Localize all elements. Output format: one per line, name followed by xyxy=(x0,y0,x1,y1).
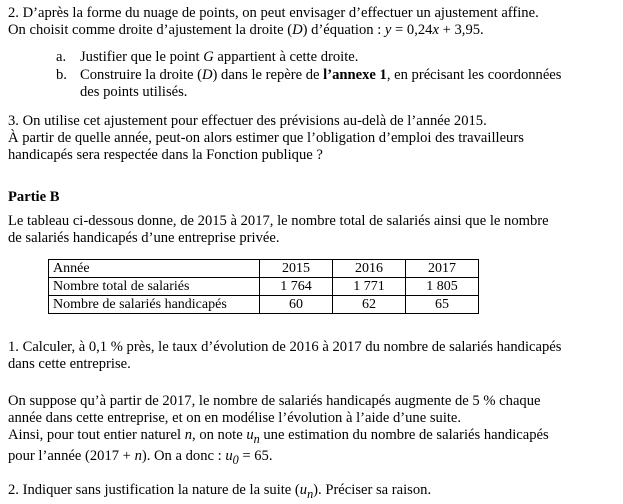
table-cell: 1 764 xyxy=(260,278,333,296)
q3-line-1: 3. On utilise cet ajustement pour effectuer des prévisions au-delà de l’année 2015. xyxy=(8,113,487,129)
suite-line-3: Ainsi, pour tout entier naturel n, on note $u_n$ une estimation du nombre de salariés handicapés xyxy=(8,427,549,446)
b1-line-2: dans cette entreprise. xyxy=(8,356,131,372)
question-b2: 2. Indiquer sans justification la nature de la suite $(u_n)$. Préciser sa raison. xyxy=(8,482,432,501)
table-cell: 65 xyxy=(406,296,479,314)
table-header-year: 2015 xyxy=(260,260,333,278)
q2-line-1: 2. D’après la forme du nuage de points, on peut envisager d’effectuer un ajustement affine. xyxy=(8,5,539,21)
sequence-un-symbol: $u_n$ xyxy=(246,427,260,446)
table-cell: 1 805 xyxy=(406,278,479,296)
suite-line-4: pour l’année (2017 + n). On a donc : $u_0 = 65$. xyxy=(8,447,273,467)
suite-paragraph xyxy=(8,393,616,469)
table-cell: 1 771 xyxy=(333,278,406,296)
question-2a: a. Justifier que le point G appartient à cette droite. xyxy=(56,49,359,65)
question-2b: b. Construire la droite (D) dans le repère de l’annexe 1, en précisant les coordonnées des points utilisés. xyxy=(56,67,616,101)
table-row xyxy=(49,296,479,314)
sequence-un-symbol: $u_n$ xyxy=(299,482,314,501)
partie-b-intro xyxy=(8,213,616,247)
table-cell: 60 xyxy=(260,296,333,314)
salaries-table xyxy=(48,259,479,314)
q2b-line-2: des points utilisés. xyxy=(80,84,188,100)
question-b1 xyxy=(8,339,616,373)
table-row xyxy=(49,278,479,296)
partie-b-intro-line-1: Le tableau ci-dessous donne, de 2015 à 2017, le nombre total de salariés ainsi que le nombre xyxy=(8,213,549,229)
annexe-reference: l’annexe 1 xyxy=(323,67,387,83)
sequence-u0-symbol: $u_0$ xyxy=(225,447,239,467)
question-3 xyxy=(8,113,616,164)
q3-line-2: À partir de quelle année, peut-on alors estimer que l’obligation d’emploi des travailleurs xyxy=(8,130,524,146)
suite-line-2: année dans cette entreprise, et on en modélise l’évolution à l’aide d’une suite. xyxy=(8,410,462,426)
q2a-label: a. xyxy=(56,49,67,65)
partie-b-intro-line-2: de salariés handicapés d’une entreprise privée. xyxy=(8,230,280,246)
table-header-label: Année xyxy=(49,260,260,278)
point-g-symbol: G xyxy=(203,49,214,65)
table-header-year: 2017 xyxy=(406,260,479,278)
question-2-intro xyxy=(8,5,616,39)
q2-line-2: On choisit comme droite d’ajustement la droite (D) d’équation : y = 0,24x + 3,95. xyxy=(8,22,484,38)
suite-line-1: On suppose qu’à partir de 2017, le nombre de salariés handicapés augmente de 5 % chaque xyxy=(8,393,541,409)
q3-line-3: handicapés sera respectée dans la Fonction publique ? xyxy=(8,147,323,163)
b1-line-1: 1. Calculer, à 0,1 % près, le taux d’évolution de 2016 à 2017 du nombre de salariés handicapés xyxy=(8,339,562,355)
q2b-label: b. xyxy=(56,67,67,83)
table-row-label: Nombre de salariés handicapés xyxy=(49,296,260,314)
partie-b-title: Partie B xyxy=(8,189,60,205)
table-row-label: Nombre total de salariés xyxy=(49,278,260,296)
table-header-year: 2016 xyxy=(333,260,406,278)
table-header-row xyxy=(49,260,479,278)
table-cell: 62 xyxy=(333,296,406,314)
line-d-symbol: D xyxy=(292,22,303,38)
